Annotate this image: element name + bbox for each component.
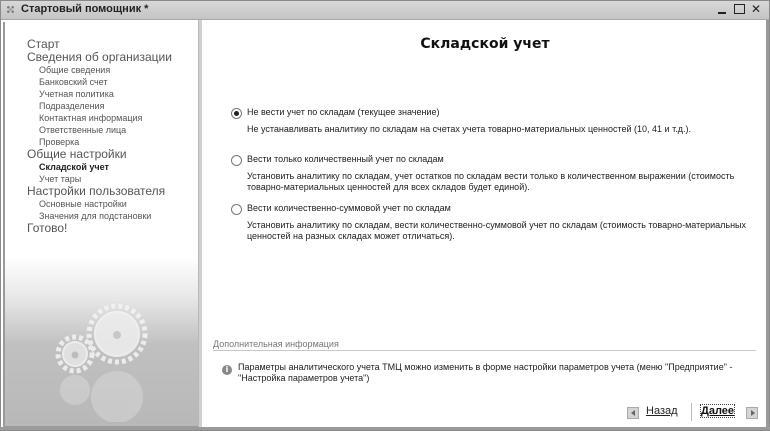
footer-separator: [691, 403, 692, 421]
window-title: Стартовый помощник *: [21, 3, 149, 15]
option-label[interactable]: Вести количественно-суммовой учет по складам: [247, 203, 451, 213]
step-default-values[interactable]: Значения для подстановки: [39, 211, 152, 221]
wizard-steps-sidebar: [3, 22, 199, 428]
step-general-settings[interactable]: Общие настройки: [27, 147, 127, 161]
back-button[interactable]: Назад: [646, 405, 678, 417]
window-border-right: [766, 20, 769, 430]
additional-info-text: Параметры аналитического учета ТМЦ можно изменить в форме настройки параметров учета (меню "Предприятие" - "Настройка параметров учета"): [238, 362, 733, 383]
additional-info-header: Дополнительная информация: [213, 339, 756, 351]
step-departments[interactable]: Подразделения: [39, 101, 105, 111]
arrow-left-icon[interactable]: [627, 407, 639, 419]
gears-illustration-icon: [55, 302, 165, 422]
step-accounting-policy[interactable]: Учетная политика: [39, 89, 114, 99]
minimize-icon: [718, 12, 726, 14]
maximize-icon: [734, 4, 745, 14]
option-label[interactable]: Вести только количественный учет по складам: [247, 154, 444, 164]
info-icon: i: [222, 365, 232, 375]
maximize-button[interactable]: [732, 2, 746, 16]
radio-quantity-accounting[interactable]: [231, 155, 242, 166]
next-button[interactable]: Далее: [701, 405, 735, 417]
steps-list: [27, 38, 172, 235]
minimize-button[interactable]: [715, 2, 729, 16]
option-label[interactable]: Не вести учет по складам (текущее значение): [247, 107, 440, 117]
close-icon: ✕: [750, 2, 762, 16]
step-main-settings[interactable]: Основные настройки: [39, 199, 127, 209]
option-description: Установить аналитику по складам, учет остатков по складам вести только в количественном выражении (стоимость товарно-материальных ценностей для всех складов будет единой).: [247, 171, 735, 192]
wizard-content: [202, 20, 768, 428]
step-container-accounting[interactable]: Учет тары: [39, 174, 82, 184]
arrow-right-icon[interactable]: [746, 407, 758, 419]
close-button[interactable]: [749, 2, 763, 16]
option-description: Установить аналитику по складам, вести количественно-суммовой учет по складам (стоимость товарно-материальных ценностей на разных складах может отличаться).: [247, 220, 747, 241]
option-description: Не устанавливать аналитику по складам на счетах учета товарно-материальных ценностей (10, 41 и т.д.).: [247, 124, 691, 134]
step-start[interactable]: Старт: [27, 37, 60, 51]
step-bank-account[interactable]: Банковский счет: [39, 77, 108, 87]
step-responsible-persons[interactable]: Ответственные лица: [39, 125, 127, 135]
step-check[interactable]: Проверка: [39, 137, 80, 147]
step-user-settings[interactable]: Настройки пользователя: [27, 184, 166, 198]
radio-no-warehouse-accounting[interactable]: [231, 108, 242, 119]
app-grid-icon: [5, 4, 16, 15]
page-title: Складской учет: [420, 36, 550, 52]
step-general-info[interactable]: Общие сведения: [39, 65, 111, 75]
step-done[interactable]: Готово!: [27, 221, 68, 235]
title-bar[interactable]: [1, 1, 769, 20]
step-warehouse-accounting[interactable]: Складской учет: [39, 162, 109, 172]
step-contact-info[interactable]: Контактная информация: [39, 113, 143, 123]
radio-quantity-sum-accounting[interactable]: [231, 204, 242, 215]
step-organization[interactable]: Сведения об организации: [27, 50, 172, 64]
window-border-bottom: [0, 427, 770, 430]
